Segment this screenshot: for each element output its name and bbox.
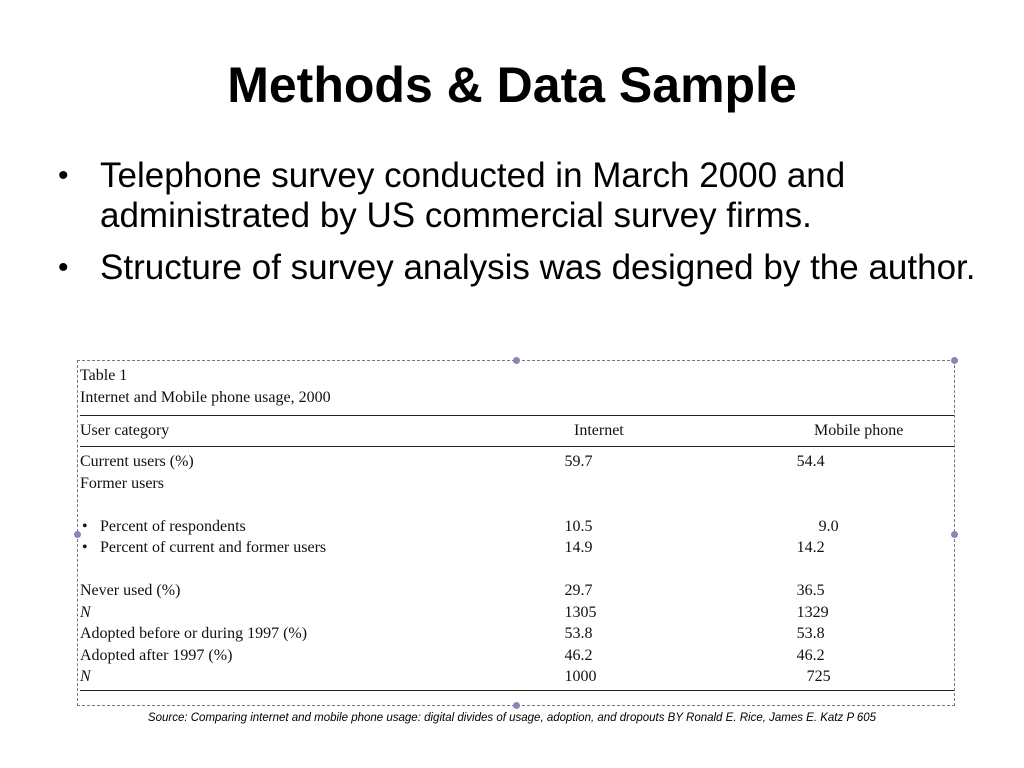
bullet-dot-icon: • (58, 159, 69, 192)
cell-mobile: 9.0 (818, 517, 839, 535)
row-label: N (80, 603, 91, 621)
cell-internet (565, 473, 797, 495)
header-user-category: User category (80, 422, 170, 439)
header-mobile-phone: Mobile phone (814, 422, 904, 439)
table-row (80, 537, 954, 559)
usage-data-table (80, 416, 954, 446)
row-label: Adopted after 1997 (%) (80, 646, 233, 664)
table-header-row (80, 416, 954, 446)
cell-mobile (797, 473, 954, 495)
slide-title: Methods & Data Sample (227, 57, 797, 113)
row-label: Current users (%) (80, 453, 194, 470)
bullet-text: Telephone survey conducted in March 2000 and administrated by US commercial survey firms. (100, 156, 846, 235)
row-label: Adopted before or during 1997 (%) (80, 625, 308, 642)
cell-mobile: 1329 (796, 603, 829, 621)
cell-internet: 10.5 (564, 517, 593, 535)
resize-handle-bottom[interactable] (513, 702, 520, 709)
table-row (80, 602, 954, 624)
table-rule-bottom (80, 690, 954, 691)
resize-handle-top[interactable] (513, 357, 520, 364)
bullet-text: Structure of survey analysis was designed by the author. (100, 248, 976, 287)
bullet-list (58, 156, 978, 300)
cell-mobile: 14.2 (796, 539, 825, 556)
cell-internet: 29.7 (564, 582, 593, 599)
table-image-frame[interactable] (77, 360, 955, 706)
cell-internet: 46.2 (564, 646, 593, 664)
cell-internet: 59.7 (564, 453, 593, 470)
cell-mobile: 725 (806, 668, 831, 685)
source-citation: Source: Comparing internet and mobile phone usage: digital divides of usage, adoption, and dropouts BY Ronald E. Rice, James E. Katz P 605 (147, 712, 877, 724)
cell-mobile: 53.8 (796, 625, 825, 642)
table-row (80, 473, 954, 495)
cell-internet: 53.8 (564, 625, 593, 642)
cell-internet: 14.9 (564, 539, 593, 556)
row-bullet-icon: • (82, 517, 88, 535)
table-row (80, 451, 954, 473)
cell-mobile: 36.5 (796, 582, 825, 599)
row-bullet-icon: • (82, 539, 88, 556)
row-label: Former users (80, 474, 164, 492)
table-row (80, 580, 954, 602)
resize-handle-top-right[interactable] (951, 357, 958, 364)
table-row (80, 645, 954, 667)
usage-data-body (80, 451, 954, 688)
table-rule-header (80, 446, 954, 447)
bullet-item (58, 156, 978, 236)
row-label: Never used (%) (80, 582, 181, 599)
table-row (80, 623, 954, 645)
cell-mobile: 46.2 (796, 646, 825, 664)
cell-internet: 1305 (564, 603, 597, 621)
bullet-item (58, 248, 978, 288)
bullet-dot-icon: • (58, 251, 69, 284)
table-caption-number: Table 1 (80, 367, 128, 384)
cell-mobile: 54.4 (796, 453, 825, 470)
spacer-row (80, 494, 954, 516)
usage-table (80, 365, 954, 691)
table-caption-title: Internet and Mobile phone usage, 2000 (80, 389, 331, 406)
table-row (80, 516, 954, 538)
row-label: Percent of current and former users (100, 539, 327, 556)
row-label: N (80, 668, 91, 685)
header-internet: Internet (574, 422, 624, 439)
spacer-row (80, 559, 954, 581)
cell-internet: 1000 (564, 668, 597, 685)
table-row (80, 666, 954, 688)
row-label: Percent of respondents (100, 517, 246, 535)
